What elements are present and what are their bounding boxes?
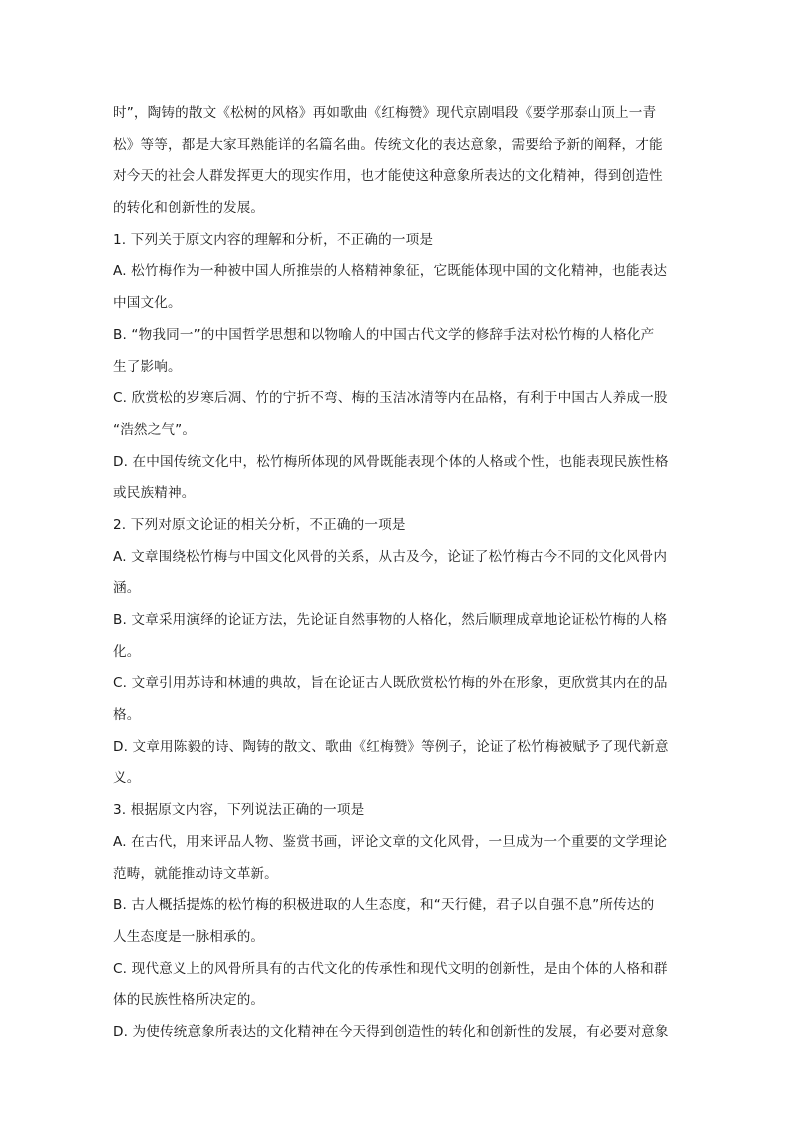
question-3-stem: 3. 根据原文内容，下列说法正确的一项是	[113, 802, 365, 819]
question-3-option-d: D. 为使传统意象所表达的文化精神在今天得到创造性的转化和创新性的发展，有必要对意象	[113, 1023, 669, 1040]
text-line: 生了影响。	[113, 358, 182, 375]
question-1-option-a: A. 松竹梅作为一种被中国人所推崇的人格精神象征，它既能体现中国的文化精神，也能表达	[113, 263, 668, 280]
question-3-option-a: A. 在古代，用来评品人物、鉴赏书画，评论文章的文化风骨，一旦成为一个重要的文学理论	[113, 833, 668, 850]
text-line: 体的民族性格所决定的。	[113, 992, 265, 1009]
question-2-option-b: B. 文章采用演绎的论证方法，先论证自然事物的人格化，然后顺理成章地论证松竹梅的人格	[113, 612, 668, 628]
question-1-stem: 1. 下列关于原文内容的理解和分析，不正确的一项是	[113, 231, 434, 248]
text-line: 范畴，就能推动诗文革新。	[113, 865, 278, 882]
question-3-option-c: C. 现代意义上的风骨所具有的古代文化的传承性和现代文明的创新性，是由个体的人格和群	[113, 960, 668, 977]
text-line: 义。	[113, 770, 141, 787]
text-line: 的转化和创新性的发展。	[113, 200, 265, 217]
question-3-option-b: B. 古人概括提炼的松竹梅的积极进取的人生态度，和“天行健，君子以自强不息”所传达的	[113, 897, 655, 914]
text-line: “浩然之气”。	[113, 421, 197, 438]
text-line: 对今天的社会人群发挥更大的现实作用，也才能使这种意象所表达的文化精神，得到创造性	[113, 168, 663, 185]
question-1-option-c: C. 欣赏松的岁寒后凋、竹的宁折不弯、梅的玉洁冰清等内在品格，有利于中国古人养成一股	[113, 390, 668, 407]
question-2-option-d: D. 文章用陈毅的诗、陶铸的散文、歌曲《红梅赞》等例子，论证了松竹梅被赋予了现代新意	[113, 738, 669, 755]
text-line: 涵。	[113, 580, 141, 597]
question-2-stem: 2. 下列对原文论证的相关分析，不正确的一项是	[113, 516, 406, 533]
document-body	[113, 98, 683, 1049]
text-line: 或民族精神。	[113, 485, 196, 502]
text-line: 时”，陶铸的散文《松树的风格》再如歌曲《红梅赞》现代京剧唱段《要学那泰山顶上一青	[113, 105, 657, 121]
text-line: 格。	[113, 707, 141, 724]
text-line: 松》等等，都是大家耳熟能详的名篇名曲。传统文化的表达意象，需要给予新的阐释，才能	[113, 136, 663, 153]
question-1-option-b: B. “物我同一”的中国哲学思想和以物喻人的中国古代文学的修辞手法对松竹梅的人格化产	[113, 326, 655, 343]
question-1-option-d: D. 在中国传统文化中，松竹梅所体现的风骨既能表现个体的人格或个性，也能表现民族性格	[113, 453, 669, 470]
question-2-option-c: C. 文章引用苏诗和林逋的典故，旨在论证古人既欣赏松竹梅的外在形象，更欣赏其内在的品	[113, 675, 668, 692]
text-line: 人生态度是一脉相承的。	[113, 928, 265, 945]
text-line: 中国文化。	[113, 295, 182, 312]
question-2-option-a: A. 文章围绕松竹梅与中国文化风骨的关系，从古及今，论证了松竹梅古今不同的文化风骨内	[113, 548, 668, 565]
text-line: 化。	[113, 643, 141, 660]
